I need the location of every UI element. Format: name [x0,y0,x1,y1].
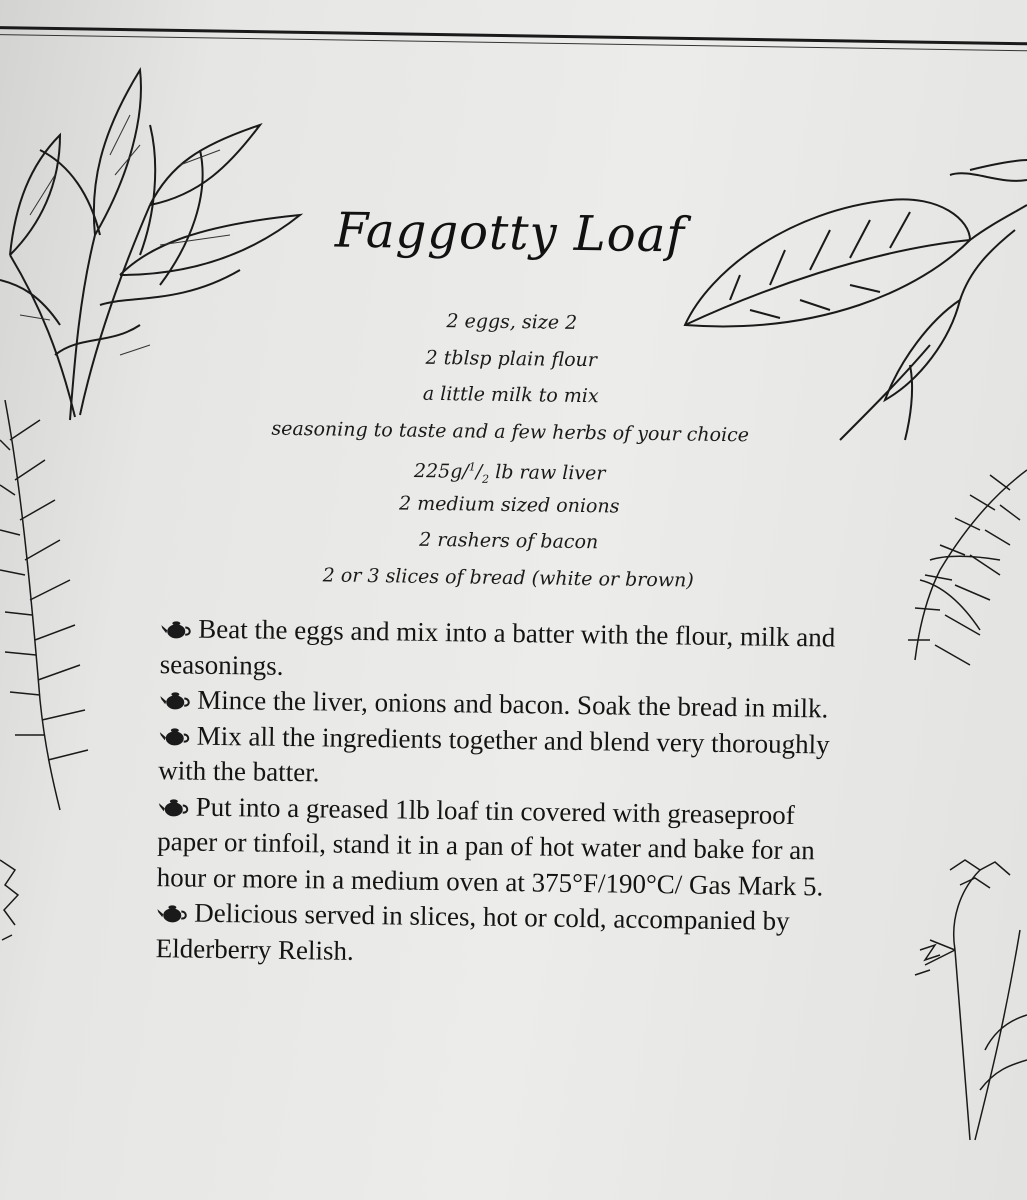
teapot-icon [159,726,191,746]
teapot-icon [158,797,190,817]
herb-illustration-bottom-right [910,850,1027,1150]
step-text: Beat the eggs and mix into a batter with the flour, milk and seasonings. [159,613,836,681]
recipe-title: Faggotty Loaf [334,202,686,264]
method-step [157,789,858,905]
liver-metric: 225g/ [413,459,469,483]
method-step [156,895,857,976]
herb-illustration-bottom-left [0,850,30,950]
fraction-numerator: 1 [468,460,476,474]
step-text: Mince the liver, onions and bacon. Soak the bread in milk. [197,684,829,724]
step-text: Delicious served in slices, hot or cold, accompanied by Elderberry Relish. [155,897,790,966]
herb-illustration-right-middle [900,460,1027,690]
step-text: Put into a greased 1lb loaf tin covered with greaseproof paper or tinfoil, stand it in a pan of hot water and bake for an hour or more in a medium oven at 375°F/190°C/ Gas Mark 5. [156,791,824,901]
teapot-icon [160,619,192,639]
method-steps [156,611,861,976]
method-step [158,718,859,799]
teapot-icon [159,690,191,710]
ingredient-list [228,300,792,600]
ingredient-item: 2 or 3 slices of bread (white or brown) [322,563,694,592]
ingredient-item: 2 eggs, size 2 [446,310,578,334]
herb-illustration-left-edge [0,400,100,820]
step-text: Mix all the ingredients together and blend very thoroughly with the batter. [158,720,830,788]
teapot-icon [156,903,188,923]
ingredient-item: 2 tblsp plain flour [425,346,598,371]
fraction-denominator: 2 [481,472,490,486]
ingredient-item: seasoning to taste and a few herbs of your choice [271,417,750,446]
method-step [160,611,861,692]
ingredient-item: a little milk to mix [422,382,599,408]
ingredient-item: 2 medium sized onions [398,491,620,518]
liver-unit: lb raw liver [489,461,606,485]
fraction-slash: / [475,460,483,483]
ingredient-item: 2 rashers of bacon [419,528,599,554]
